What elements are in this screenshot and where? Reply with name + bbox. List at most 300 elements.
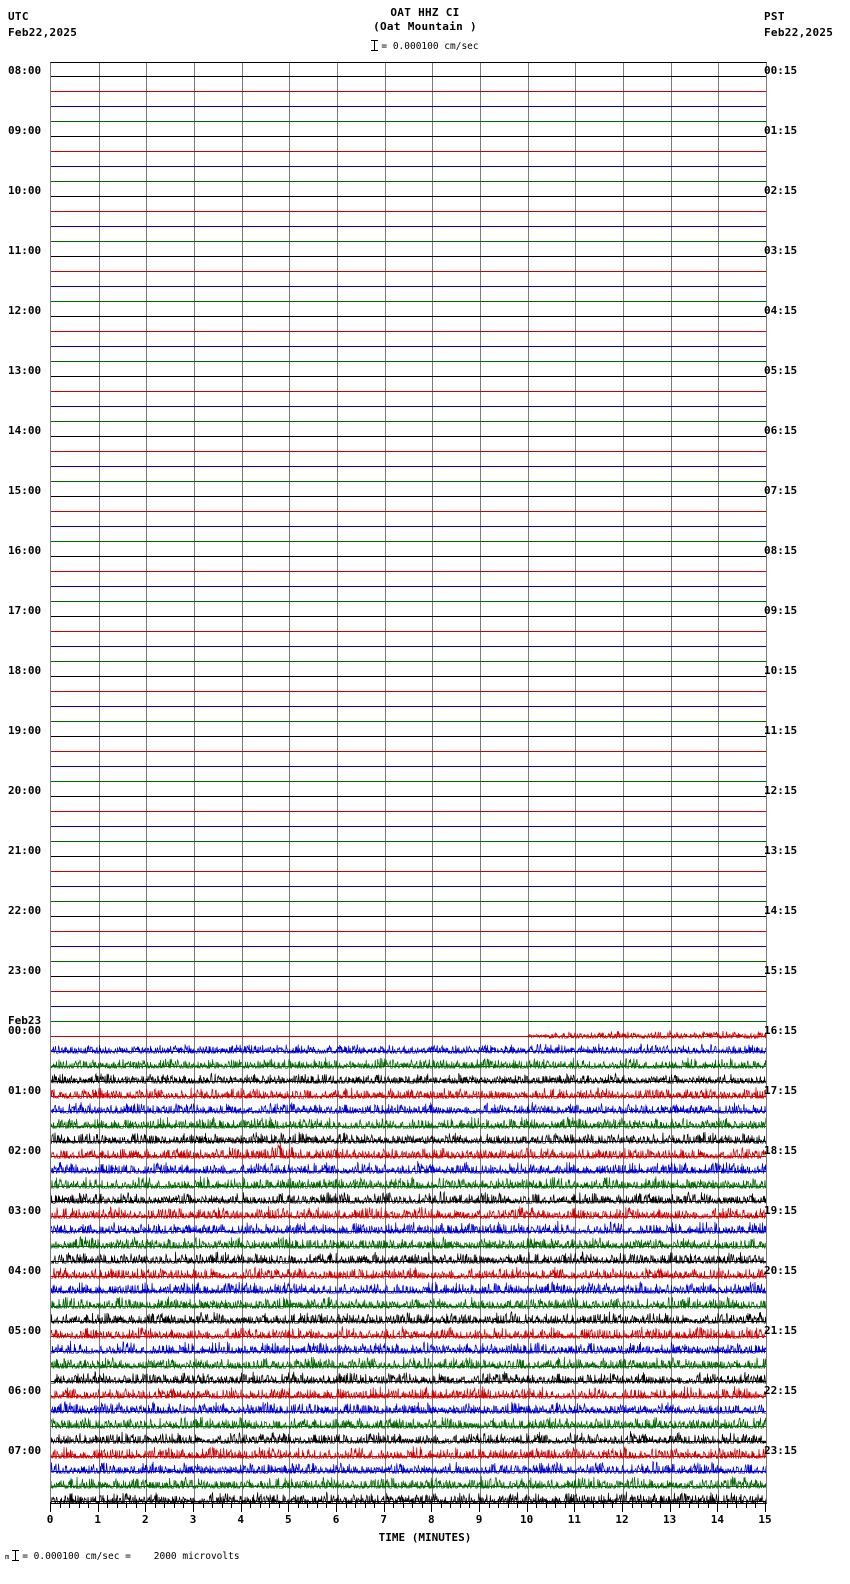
trace-row <box>51 588 766 604</box>
trace-baseline <box>51 316 766 317</box>
x-tick-minor <box>222 1502 223 1508</box>
x-tick-minor <box>326 1502 327 1508</box>
x-tick-minor <box>651 1502 652 1508</box>
pst-time-label: 12:15 <box>764 783 798 797</box>
trace-baseline <box>51 526 766 527</box>
trace-waveform <box>51 1353 766 1369</box>
utc-time-label: 20:00 <box>8 783 42 797</box>
trace-row <box>51 1038 766 1054</box>
trace-row <box>51 1383 766 1399</box>
x-tick-minor <box>489 1502 490 1508</box>
trace-baseline <box>51 1021 766 1022</box>
trace-waveform <box>51 1203 766 1219</box>
trace-row <box>51 873 766 889</box>
trace-baseline <box>51 601 766 602</box>
trace-row <box>51 273 766 289</box>
x-tick-minor <box>403 1502 404 1508</box>
x-tick-minor <box>164 1502 165 1508</box>
trace-waveform <box>51 1338 766 1354</box>
trace-row <box>51 1248 766 1264</box>
trace-baseline <box>51 631 766 632</box>
trace-row <box>51 408 766 424</box>
utc-time-label: 03:00 <box>8 1203 42 1217</box>
pst-time-label: 19:15 <box>764 1203 798 1217</box>
x-tick-minor <box>412 1502 413 1508</box>
trace-row <box>51 393 766 409</box>
trace-baseline <box>51 271 766 272</box>
x-tick-minor <box>603 1502 604 1508</box>
x-tick-minor <box>88 1502 89 1508</box>
x-tick-minor <box>517 1502 518 1508</box>
x-tick-minor <box>736 1502 737 1508</box>
trace-row <box>51 453 766 469</box>
trace-row <box>51 123 766 139</box>
x-tick-major <box>288 1502 289 1512</box>
x-tick-major <box>50 1502 51 1512</box>
x-tick-minor <box>689 1502 690 1508</box>
pst-time-label: 06:15 <box>764 423 798 437</box>
trace-row <box>51 1338 766 1354</box>
trace-baseline <box>51 781 766 782</box>
trace-row <box>51 963 766 979</box>
trace-waveform <box>51 1113 766 1129</box>
trace-row <box>51 333 766 349</box>
trace-baseline <box>51 616 766 617</box>
x-axis-tick-label: 0 <box>46 1513 54 1526</box>
x-tick-minor <box>422 1502 423 1508</box>
trace-row <box>51 213 766 229</box>
trace-row <box>51 978 766 994</box>
x-tick-minor <box>279 1502 280 1508</box>
utc-time-label: 15:00 <box>8 483 42 497</box>
x-axis-tick-label: 8 <box>428 1513 435 1526</box>
trace-row <box>51 813 766 829</box>
trace-row <box>51 1083 766 1099</box>
x-tick-minor <box>317 1502 318 1508</box>
trace-row <box>51 663 766 679</box>
pst-time-label: 18:15 <box>764 1143 798 1157</box>
x-axis-tick-label: 13 <box>663 1513 677 1526</box>
x-tick-minor <box>117 1502 118 1508</box>
trace-row <box>51 378 766 394</box>
trace-row <box>51 423 766 439</box>
x-tick-minor <box>374 1502 375 1508</box>
x-tick-minor <box>508 1502 509 1508</box>
x-tick-minor <box>269 1502 270 1508</box>
x-tick-minor <box>708 1502 709 1508</box>
trace-row <box>51 1473 766 1489</box>
trace-row <box>51 1263 766 1279</box>
pst-time-label: 02:15 <box>764 183 798 197</box>
trace-row <box>51 618 766 634</box>
trace-waveform <box>51 1023 766 1039</box>
trace-waveform <box>51 1158 766 1174</box>
pst-time-label: 20:15 <box>764 1263 798 1277</box>
trace-row <box>51 1293 766 1309</box>
trace-row <box>51 1233 766 1249</box>
pst-time-label: 00:15 <box>764 63 798 77</box>
x-tick-major <box>431 1502 432 1512</box>
trace-baseline <box>51 421 766 422</box>
trace-baseline <box>51 841 766 842</box>
x-tick-minor <box>584 1502 585 1508</box>
x-tick-minor <box>107 1502 108 1508</box>
footer-scale-text: = 0.000100 cm/sec = 2000 microvolts <box>22 1551 240 1562</box>
x-axis-tick-label: 10 <box>520 1513 534 1526</box>
pst-time-label: 10:15 <box>764 663 798 677</box>
trace-waveform <box>51 1308 766 1324</box>
trace-row <box>51 1008 766 1024</box>
x-axis-tick-label: 6 <box>332 1513 340 1526</box>
pst-time-label: 08:15 <box>764 543 798 557</box>
trace-waveform <box>51 1263 766 1279</box>
trace-row <box>51 1143 766 1159</box>
trace-row <box>51 903 766 919</box>
trace-baseline <box>51 946 766 947</box>
x-tick-minor <box>212 1502 213 1508</box>
trace-row <box>51 348 766 364</box>
trace-waveform <box>51 1218 766 1234</box>
x-tick-minor <box>632 1502 633 1508</box>
x-axis-tick-label: 12 <box>615 1513 629 1526</box>
trace-waveform <box>51 1248 766 1264</box>
trace-row <box>51 198 766 214</box>
trace-baseline <box>51 721 766 722</box>
utc-time-label: 13:00 <box>8 363 42 377</box>
trace-row <box>51 483 766 499</box>
x-tick-major <box>479 1502 480 1512</box>
utc-time-label: 10:00 <box>8 183 42 197</box>
trace-waveform <box>51 1233 766 1249</box>
x-tick-major <box>336 1502 337 1512</box>
trace-baseline <box>51 856 766 857</box>
trace-row <box>51 363 766 379</box>
trace-row <box>51 183 766 199</box>
trace-baseline <box>51 466 766 467</box>
trace-waveform <box>51 1053 766 1069</box>
utc-time-label: 07:00 <box>8 1443 42 1457</box>
utc-time-label: 21:00 <box>8 843 42 857</box>
trace-baseline <box>51 496 766 497</box>
pst-zone-label: PST <box>764 10 785 23</box>
trace-row <box>51 1413 766 1429</box>
trace-row <box>51 603 766 619</box>
x-tick-minor <box>231 1502 232 1508</box>
utc-time-label: 11:00 <box>8 243 42 257</box>
x-tick-minor <box>727 1502 728 1508</box>
trace-waveform <box>51 1458 766 1474</box>
trace-row <box>51 1203 766 1219</box>
trace-row <box>51 1113 766 1129</box>
trace-row <box>51 288 766 304</box>
trace-row <box>51 228 766 244</box>
trace-baseline <box>51 181 766 182</box>
trace-row <box>51 558 766 574</box>
pst-time-label: 23:15 <box>764 1443 798 1457</box>
trace-baseline <box>51 76 766 77</box>
trace-row <box>51 1398 766 1414</box>
pst-time-label: 01:15 <box>764 123 798 137</box>
trace-row <box>51 828 766 844</box>
x-tick-minor <box>250 1502 251 1508</box>
station-code-title: OAT HHZ CI <box>390 6 460 19</box>
trace-row <box>51 1053 766 1069</box>
trace-baseline <box>51 241 766 242</box>
trace-baseline <box>51 826 766 827</box>
trace-row <box>51 573 766 589</box>
trace-baseline <box>51 976 766 977</box>
trace-row <box>51 318 766 334</box>
x-tick-minor <box>203 1502 204 1508</box>
x-tick-minor <box>612 1502 613 1508</box>
trace-row <box>51 738 766 754</box>
utc-time-label: 02:00 <box>8 1143 42 1157</box>
trace-row <box>51 633 766 649</box>
header-scale-text: = 0.000100 cm/sec <box>381 41 479 52</box>
trace-row <box>51 993 766 1009</box>
trace-baseline <box>51 226 766 227</box>
trace-baseline <box>51 376 766 377</box>
pst-time-label: 11:15 <box>764 723 798 737</box>
trace-row <box>51 783 766 799</box>
trace-waveform <box>51 1413 766 1429</box>
x-tick-minor <box>126 1502 127 1508</box>
trace-row <box>51 168 766 184</box>
x-tick-minor <box>136 1502 137 1508</box>
trace-baseline <box>51 811 766 812</box>
trace-baseline <box>51 436 766 437</box>
trace-row <box>51 1443 766 1459</box>
x-tick-minor <box>755 1502 756 1508</box>
x-tick-major <box>384 1502 385 1512</box>
trace-baseline <box>51 121 766 122</box>
trace-baseline <box>51 991 766 992</box>
trace-waveform <box>51 1428 766 1444</box>
trace-row <box>51 1023 766 1039</box>
trace-baseline <box>51 406 766 407</box>
x-tick-minor <box>555 1502 556 1508</box>
pst-time-label: 21:15 <box>764 1323 798 1337</box>
utc-date-label: Feb22,2025 <box>8 26 78 39</box>
trace-baseline <box>51 301 766 302</box>
trace-baseline <box>51 931 766 932</box>
utc-time-label: 08:00 <box>8 63 42 77</box>
trace-baseline <box>51 481 766 482</box>
x-axis-tick-label: 15 <box>758 1513 772 1526</box>
trace-row <box>51 708 766 724</box>
trace-baseline <box>51 361 766 362</box>
pst-time-label: 14:15 <box>764 903 798 917</box>
utc-zone-label: UTC <box>8 10 29 23</box>
trace-row <box>51 1278 766 1294</box>
utc-time-label: 23:00 <box>8 963 42 977</box>
x-axis-tick-label: 1 <box>94 1513 101 1526</box>
x-axis-tick-label: 7 <box>380 1513 387 1526</box>
trace-waveform <box>51 1083 766 1099</box>
x-tick-major <box>527 1502 528 1512</box>
x-tick-major <box>717 1502 718 1512</box>
x-axis-ticks <box>50 1502 765 1512</box>
x-tick-major <box>98 1502 99 1512</box>
trace-baseline <box>51 196 766 197</box>
utc-time-label: 12:00 <box>8 303 42 317</box>
trace-waveform <box>51 1143 766 1159</box>
x-tick-major <box>145 1502 146 1512</box>
x-tick-minor <box>746 1502 747 1508</box>
x-axis-tick-label: 2 <box>142 1513 149 1526</box>
trace-baseline <box>51 106 766 107</box>
pst-time-label: 15:15 <box>764 963 798 977</box>
trace-waveform <box>51 1383 766 1399</box>
x-tick-minor <box>536 1502 537 1508</box>
footer-scale-bar-icon <box>12 1550 19 1561</box>
trace-row <box>51 1068 766 1084</box>
helicorder-plot[interactable] <box>50 62 767 1504</box>
pst-time-label: 04:15 <box>764 303 798 317</box>
pst-time-label: 05:15 <box>764 363 798 377</box>
x-axis-tick-label: 5 <box>285 1513 292 1526</box>
header-scale-legend <box>0 40 850 52</box>
pst-time-label: 13:15 <box>764 843 798 857</box>
x-tick-minor <box>546 1502 547 1508</box>
utc-time-label: 01:00 <box>8 1083 42 1097</box>
trace-row <box>51 1428 766 1444</box>
utc-time-label: 00:00 <box>8 1023 42 1037</box>
trace-waveform <box>51 1323 766 1339</box>
trace-row <box>51 438 766 454</box>
trace-baseline <box>51 256 766 257</box>
trace-row <box>51 1323 766 1339</box>
trace-row <box>51 243 766 259</box>
x-tick-minor <box>393 1502 394 1508</box>
utc-time-label: 19:00 <box>8 723 42 737</box>
trace-waveform <box>51 1068 766 1084</box>
trace-baseline <box>51 646 766 647</box>
trace-waveform <box>51 1173 766 1189</box>
x-tick-minor <box>460 1502 461 1508</box>
x-tick-minor <box>565 1502 566 1508</box>
trace-baseline <box>51 511 766 512</box>
trace-baseline <box>51 331 766 332</box>
x-tick-minor <box>183 1502 184 1508</box>
trace-waveform <box>51 1368 766 1384</box>
pst-date-label: Feb22,2025 <box>764 26 834 39</box>
trace-row <box>51 78 766 94</box>
x-tick-major <box>670 1502 671 1512</box>
trace-row <box>51 108 766 124</box>
utc-time-label: 14:00 <box>8 423 42 437</box>
trace-baseline <box>51 886 766 887</box>
trace-row <box>51 543 766 559</box>
trace-baseline <box>51 901 766 902</box>
x-tick-minor <box>365 1502 366 1508</box>
x-tick-minor <box>450 1502 451 1508</box>
x-tick-minor <box>441 1502 442 1508</box>
footer-scale-legend: m = 0.000100 cm/sec = 2000 microvolts <box>5 1551 240 1562</box>
x-tick-minor <box>469 1502 470 1508</box>
x-axis-tick-label: 11 <box>567 1513 581 1526</box>
trace-baseline <box>51 676 766 677</box>
trace-row <box>51 1173 766 1189</box>
trace-row <box>51 753 766 769</box>
scale-bar-icon <box>371 40 378 51</box>
trace-baseline <box>51 166 766 167</box>
x-tick-minor <box>593 1502 594 1508</box>
trace-baseline <box>51 661 766 662</box>
x-tick-minor <box>79 1502 80 1508</box>
x-tick-minor <box>298 1502 299 1508</box>
trace-baseline <box>51 91 766 92</box>
trace-baseline <box>51 556 766 557</box>
trace-row <box>51 768 766 784</box>
trace-baseline <box>51 961 766 962</box>
trace-baseline <box>51 586 766 587</box>
x-axis-tick-label: 9 <box>475 1513 483 1526</box>
trace-baseline <box>51 541 766 542</box>
trace-row <box>51 648 766 664</box>
x-tick-minor <box>641 1502 642 1508</box>
trace-baseline <box>51 571 766 572</box>
trace-baseline <box>51 766 766 767</box>
x-tick-major <box>241 1502 242 1512</box>
trace-row <box>51 498 766 514</box>
trace-baseline <box>51 706 766 707</box>
x-tick-minor <box>307 1502 308 1508</box>
trace-row <box>51 933 766 949</box>
station-name-title: (Oat Mountain ) <box>373 20 477 33</box>
trace-row <box>51 1188 766 1204</box>
x-axis-tick-label: 4 <box>237 1513 244 1526</box>
x-axis-tick-label: 3 <box>189 1513 197 1526</box>
x-tick-minor <box>355 1502 356 1508</box>
trace-row <box>51 858 766 874</box>
utc-time-label: 17:00 <box>8 603 42 617</box>
trace-baseline <box>51 871 766 872</box>
pst-time-label: 22:15 <box>764 1383 798 1397</box>
date-change-label: Feb23 <box>8 1013 42 1027</box>
utc-time-label: 09:00 <box>8 123 42 137</box>
utc-time-label: 16:00 <box>8 543 42 557</box>
trace-row <box>51 678 766 694</box>
trace-row <box>51 258 766 274</box>
x-tick-minor <box>346 1502 347 1508</box>
trace-row <box>51 888 766 904</box>
trace-waveform <box>51 1188 766 1204</box>
trace-baseline <box>51 211 766 212</box>
utc-time-label: 18:00 <box>8 663 42 677</box>
trace-waveform <box>51 1398 766 1414</box>
x-tick-major <box>574 1502 575 1512</box>
utc-time-label: 05:00 <box>8 1323 42 1337</box>
utc-time-label: 06:00 <box>8 1383 42 1397</box>
x-tick-minor <box>698 1502 699 1508</box>
utc-time-label: 22:00 <box>8 903 42 917</box>
x-tick-major <box>765 1502 766 1512</box>
trace-row <box>51 153 766 169</box>
trace-baseline <box>51 391 766 392</box>
trace-baseline <box>51 1006 766 1007</box>
trace-waveform <box>51 1038 766 1054</box>
trace-row <box>51 1308 766 1324</box>
trace-baseline <box>51 916 766 917</box>
trace-row <box>51 798 766 814</box>
x-tick-minor <box>69 1502 70 1508</box>
trace-row <box>51 693 766 709</box>
trace-row <box>51 93 766 109</box>
trace-row <box>51 1353 766 1369</box>
x-tick-minor <box>260 1502 261 1508</box>
pst-time-label: 07:15 <box>764 483 798 497</box>
